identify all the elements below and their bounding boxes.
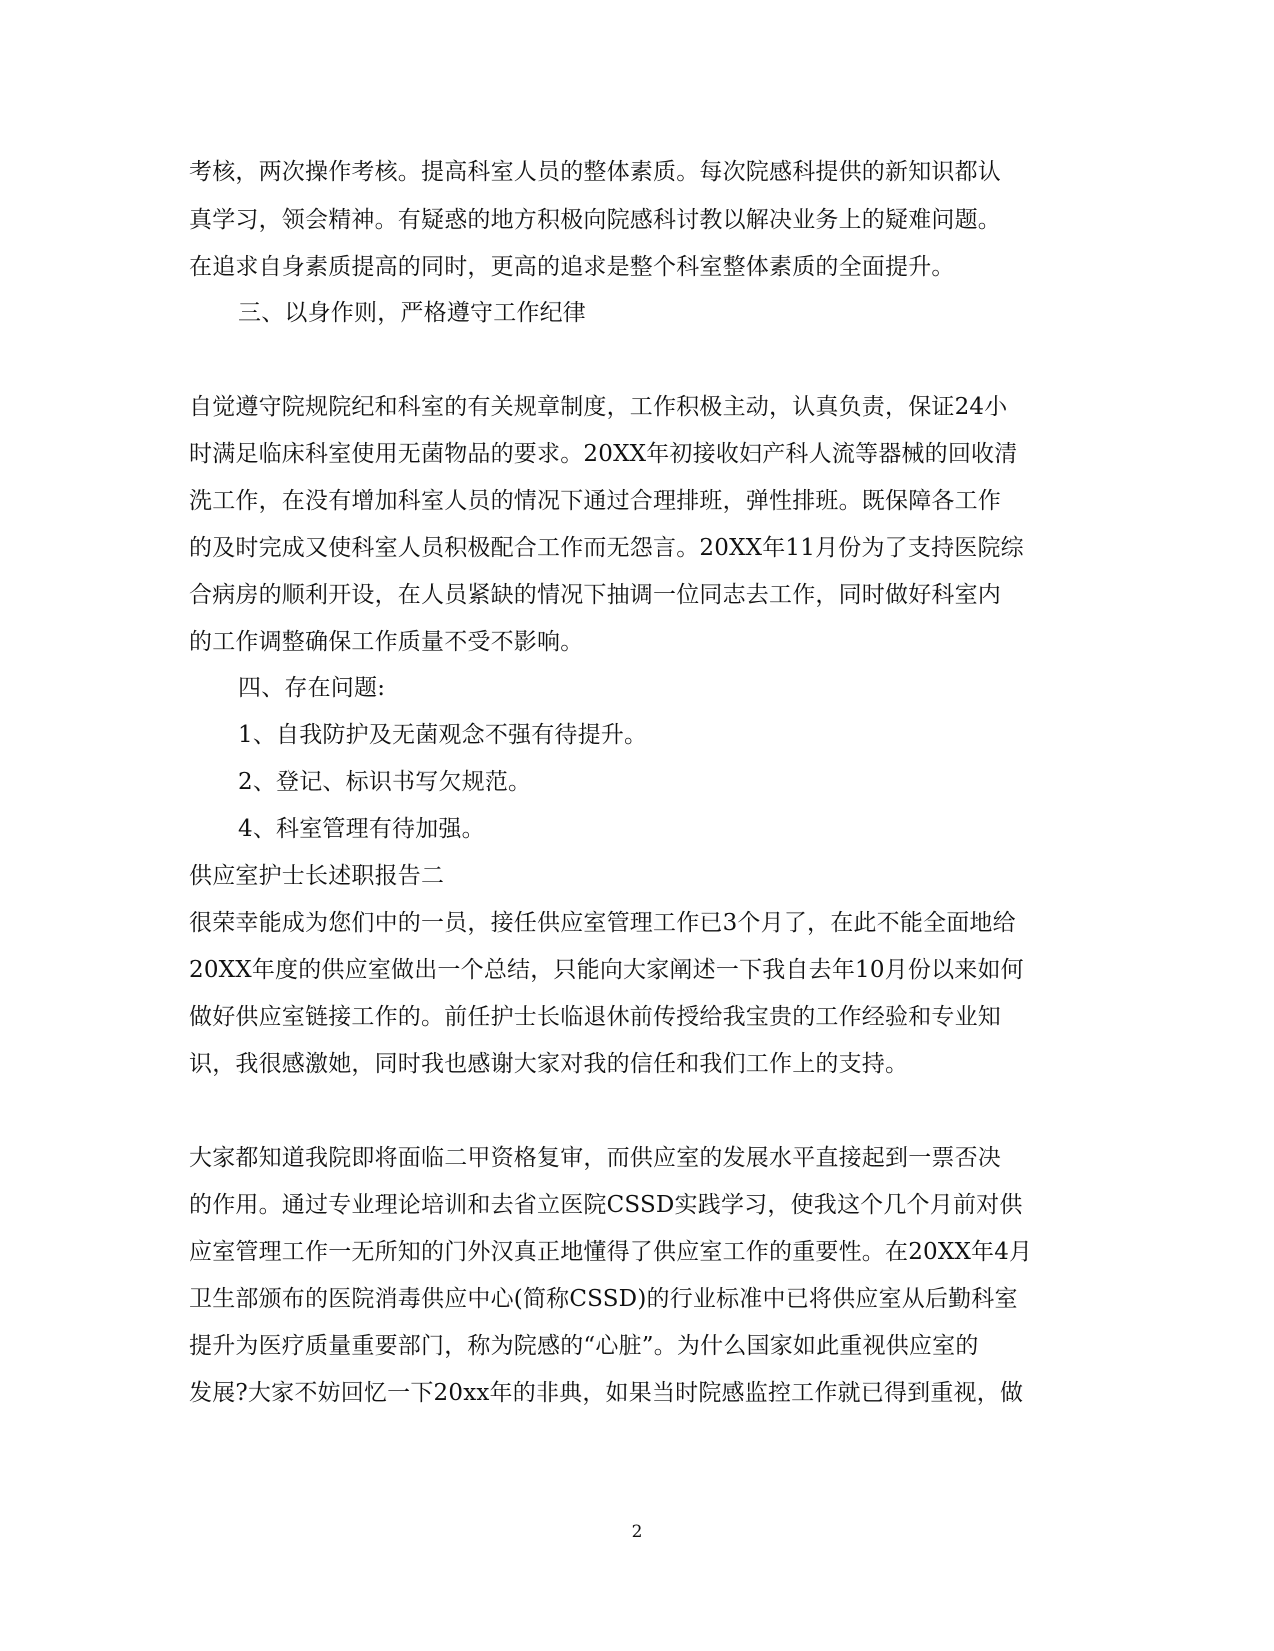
list-item: 1、自我防护及无菌观念不强有待提升。 — [238, 722, 648, 748]
body-text-line: 应室管理工作一无所知的门外汉真正地懂得了供应室工作的重要性。在20XX年4月 — [189, 1239, 1033, 1265]
body-text-line: 考核，两次操作考核。提高科室人员的整体素质。每次院感科提供的新知识都认 — [189, 159, 1001, 185]
body-text-line: 很荣幸能成为您们中的一员，接任供应室管理工作已3个月了，在此不能全面地给 — [189, 910, 1016, 936]
body-text-line: 的工作调整确保工作质量不受不影响。 — [189, 629, 584, 655]
section-heading: 三、以身作则，严格遵守工作纪律 — [238, 300, 586, 326]
body-text-line: 大家都知道我院即将面临二甲资格复审，而供应室的发展水平直接起到一票否决 — [189, 1145, 1001, 1171]
body-text-line: 的作用。通过专业理论培训和去省立医院CSSD实践学习，使我这个几个月前对供 — [189, 1192, 1023, 1218]
page-number: 2 — [631, 1522, 643, 1542]
report-title: 供应室护士长述职报告二 — [189, 863, 445, 889]
body-text-line: 的及时完成又使科室人员积极配合工作而无怨言。20XX年11月份为了支持医院综 — [189, 535, 1024, 561]
body-text-line: 提升为医疗质量重要部门，称为院感的“心脏”。为什么国家如此重视供应室的 — [189, 1333, 979, 1359]
section-heading: 四、存在问题: — [238, 675, 386, 701]
body-text-line: 时满足临床科室使用无菌物品的要求。20XX年初接收妇产科人流等器械的回收清 — [189, 441, 1018, 467]
body-text-line: 自觉遵守院规院纪和科室的有关规章制度，工作积极主动，认真负责，保证24小 — [189, 394, 1008, 420]
body-text-line: 识，我很感激她，同时我也感谢大家对我的信任和我们工作上的支持。 — [189, 1051, 909, 1077]
body-text-line: 真学习，领会精神。有疑惑的地方积极向院感科讨教以解决业务上的疑难问题。 — [189, 207, 1001, 233]
body-text-line: 洗工作，在没有增加科室人员的情况下通过合理排班，弹性排班。既保障各工作 — [189, 488, 1001, 514]
body-text-line: 在追求自身素质提高的同时，更高的追求是整个科室整体素质的全面提升。 — [189, 254, 955, 280]
body-text-line: 做好供应室链接工作的。前任护士长临退休前传授给我宝贵的工作经验和专业知 — [189, 1004, 1001, 1030]
body-text-line: 卫生部颁布的医院消毒供应中心(简称CSSD)的行业标准中已将供应室从后勤科室 — [189, 1286, 1018, 1312]
body-text-line: 合病房的顺利开设，在人员紧缺的情况下抽调一位同志去工作，同时做好科室内 — [189, 582, 1001, 608]
body-text-line: 发展?大家不妨回忆一下20xx年的非典，如果当时院感监控工作就已得到重视，做 — [189, 1380, 1024, 1406]
list-item: 2、登记、标识书写欠规范。 — [238, 769, 532, 795]
body-text-line: 20XX年度的供应室做出一个总结，只能向大家阐述一下我自去年10月份以来如何 — [189, 957, 1024, 983]
list-item: 4、科室管理有待加强。 — [238, 816, 485, 842]
